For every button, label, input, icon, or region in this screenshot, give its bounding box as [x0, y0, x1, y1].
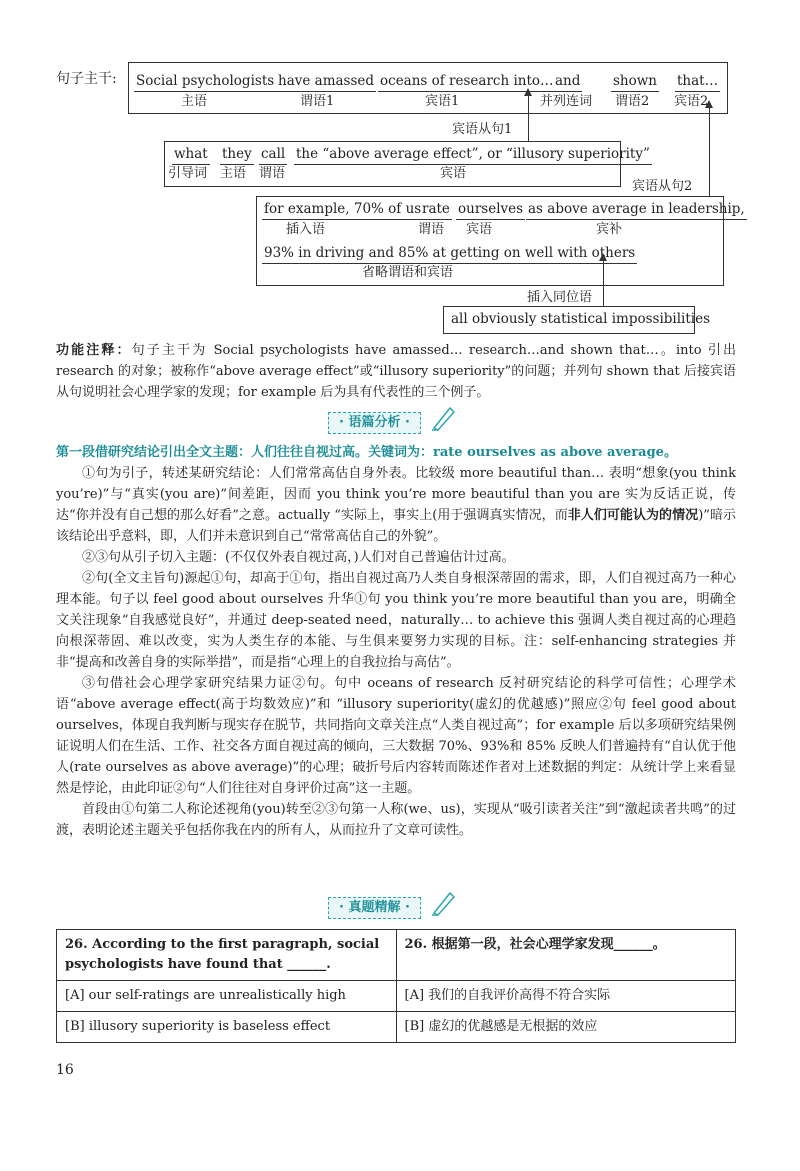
question-stem-en: 26. According to the first paragraph, social psychologists have found that ______. — [57, 930, 397, 981]
arrow-appositive — [599, 253, 607, 261]
row2-call-role: 谓语 — [259, 166, 286, 181]
question-stem-zh: 26. 根据第一段，社会心理学家发现______。 — [396, 930, 736, 981]
option-b-en: [B] illusory superiority is baseless effect — [57, 1012, 397, 1043]
analysis-paragraph-4: ③句借社会心理学家研究结果力证②句。句中 oceans of research 反衬研究结论的科学可信性；心理学术语“above average effect(高于均数效应)”和 “illusory superiority(虚幻的优越感)”照应②句 feel good about ourselves，体现自我判断与现实存在脱节，共同指向文章关注点“人类自视过高”；for example 后以多项研究结果例证说明人们在生活、工作、社交各方面自视过高的倾向，三大数据 70%、93%和 85% 反映人们普遍持有“自认优于他人(rate ourselves as above average)”的心理；破折号后内容转而陈述作者对上述数据的判定：从统计学上来看显然是悖论，由此印证②句“人们往往对自身评价过高”这一主题。 — [56, 676, 736, 796]
pen-icon — [430, 404, 456, 432]
row3-insert: for example, 70% of us — [262, 200, 423, 220]
row1-object1: oceans of research into… — [378, 72, 556, 92]
row3b-text: 93% in driving and 85% at getting on well with others — [262, 244, 637, 264]
section-discourse-analysis: · 语篇分析 · — [328, 412, 421, 434]
row3-insert-role: 插入语 — [286, 222, 326, 237]
analysis-paragraph-2: ②③句从引子切入主题：(不仅仅外表自视过高，)人们对自己普遍估计过高。 — [82, 550, 515, 565]
row1-object2-role: 宾语2 — [674, 94, 709, 109]
analysis-paragraph-1: ①句为引子，转述某研究结论：人们常常高估自身外表。比较级 more beautiful than… 表明“想象(you think you’re)”与“真实(you are)”间差距，因而 you think you’re more beautiful than you are 实为反话正说，传达“你并没有自己想的那么好看”之意。actually “实际上，事实上(用于强调真实情况，而非人们可能认为的情况)”暗示该结论出乎意料，即，人们并未意识到自己“常常高估自己的外貌”。 — [56, 466, 736, 544]
row3-ourselves-role: 宾语 — [466, 222, 493, 237]
table-row — [57, 930, 736, 981]
analysis-headline: 第一段借研究结论引出全文主题：人们往往自视过高。关键词为：rate ourselves as above average。 — [56, 445, 677, 460]
pen-icon — [430, 889, 456, 917]
row2-what-role: 引导词 — [168, 166, 208, 181]
row3-rate: rate — [420, 200, 452, 220]
row1-subject: Social psychologists — [134, 72, 276, 92]
diagram-label: 句子主干: — [56, 71, 117, 87]
row3-complement: as above average in leadership, — [526, 200, 747, 220]
row1-verb2: shown — [611, 72, 659, 92]
row2-object: the “above average effect”, or “illusory superiority” — [294, 145, 652, 165]
row1-object1-role: 宾语1 — [425, 94, 460, 109]
table-row — [57, 981, 736, 1012]
row2-they: they — [220, 145, 254, 165]
page-number: 16 — [56, 1062, 74, 1078]
clause1-label: 宾语从句1 — [452, 122, 513, 137]
note-title: 功能注释： — [56, 343, 132, 358]
row1-verb1-role: 谓语1 — [300, 94, 335, 109]
clause2-label: 宾语从句2 — [632, 179, 693, 194]
row3-ourselves: ourselves — [456, 200, 525, 220]
row1-subject-role: 主语 — [181, 94, 208, 109]
row1-conj-role: 并列连词 — [540, 94, 593, 109]
note-text: 句子主干为 Social psychologists have amassed… research…and shown that…。into 引出 research 的对象；被称作“above average effect”或“illusory superiority”的问题；并列句 shown that 后接宾语从句说明社会心理学家的发现；for example 后为具有代表性的三个例子。 — [56, 343, 736, 400]
row1-verb2-role: 谓语2 — [615, 94, 650, 109]
row2-call: call — [259, 145, 287, 165]
appositive-text: all obviously statistical impossibilities — [451, 311, 711, 327]
option-a-en: [A] our self-ratings are unrealistically high — [57, 981, 397, 1012]
option-a-zh: [A] 我们的自我评价高得不符合实际 — [396, 981, 736, 1012]
arrow-clause1 — [524, 88, 532, 96]
analysis-paragraph-5: 首段由①句第二人称论述视角(you)转至②③句第一人称(we、us)，实现从“吸引读者关注”到“激起读者共鸣”的过渡，表明论述主题关乎包括你我在内的所有人，从而拉升了文章可读性。 — [56, 802, 736, 838]
question-table — [56, 929, 736, 1043]
row3b-role: 省略谓语和宾语 — [362, 265, 454, 280]
row2-they-role: 主语 — [220, 166, 247, 181]
row2-object-role: 宾语 — [440, 166, 467, 181]
option-b-zh: [B] 虚幻的优越感是无根据的效应 — [396, 1012, 736, 1043]
function-note — [56, 340, 736, 403]
row1-object2: that… — [675, 72, 720, 92]
row3-rate-role: 谓语 — [418, 222, 445, 237]
row1-conj: and — [553, 72, 582, 92]
arrow-clause2 — [705, 100, 713, 108]
row3-complement-role: 宾补 — [596, 222, 623, 237]
analysis-paragraph-3: ②句(全文主旨句)源起①句，却高于①句，指出自视过高乃人类自身根深蒂固的需求，即，人们自视过高乃一种心理本能。句子以 feel good about ourselves 升华①句 you think you’re more beautiful than you are，明确全文关注现象“自我感觉良好”，并通过 deep-seated need，naturally… to achieve this 强调人类自视过高的心理趋向根深蒂固、难以改变，实为人类生存的本能、与生俱来要努力实现的目标。注：self-enhancing strategies 并非“提高和改善自身的实际举措”，而是指“心理上的自我拉抬与高估”。 — [56, 571, 736, 670]
row2-what: what — [172, 145, 210, 165]
section-exam-analysis: · 真题精解 · — [328, 897, 421, 919]
analysis-body — [56, 442, 736, 841]
row1-verb1: have amassed — [276, 72, 376, 92]
appositive-label: 插入同位语 — [527, 290, 593, 305]
table-row — [57, 1012, 736, 1043]
